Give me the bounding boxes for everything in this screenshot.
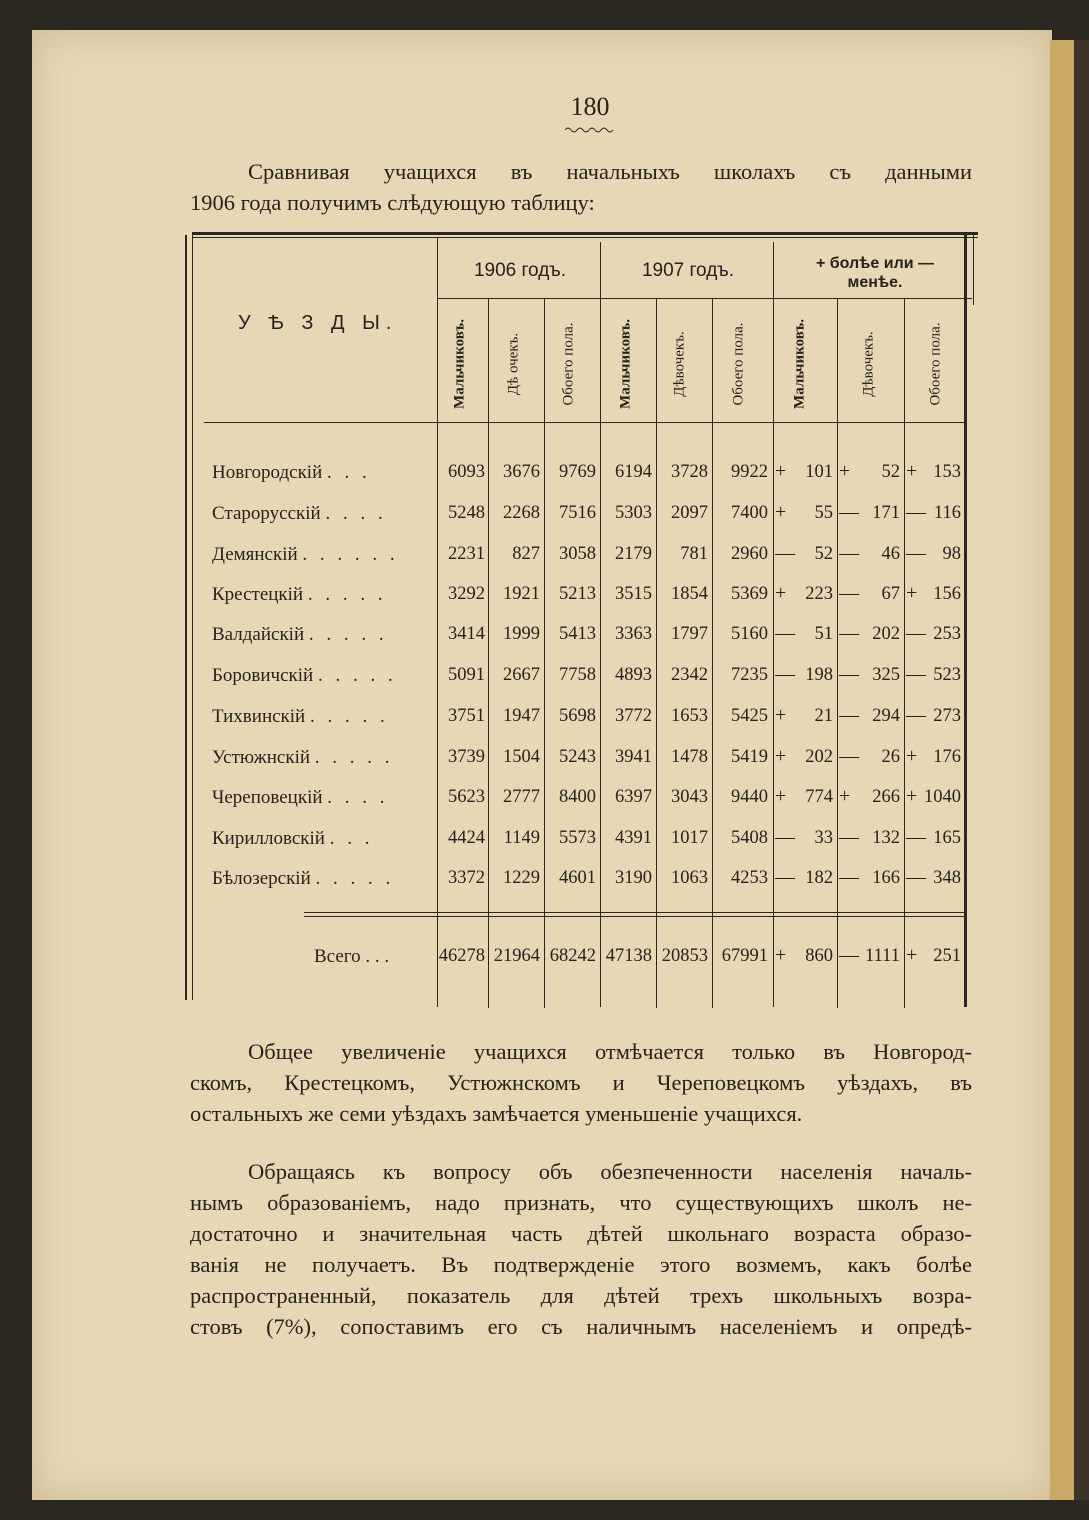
change-value: 26	[881, 747, 900, 767]
district-name: Демянскій	[212, 544, 298, 565]
table-cell: 5413	[559, 624, 596, 644]
change-sign: +	[775, 582, 787, 604]
page-number: 180	[570, 92, 610, 121]
text-line: нымъ образованіемъ, надо признать, что существующихъ школъ не-	[190, 1190, 972, 1215]
table-cell: 3751	[448, 706, 485, 726]
column-header-label: Дѣвочекъ.	[671, 331, 688, 397]
change-value: 774	[805, 787, 833, 807]
change-sign: —	[906, 622, 926, 644]
total-label: Всего . . .	[314, 946, 390, 967]
table-cell: 67991	[721, 946, 768, 966]
change-sign: —	[906, 866, 926, 888]
table-cell: 1229	[503, 868, 540, 888]
table-cell: 46278	[438, 946, 485, 966]
table-cell: 5419	[731, 747, 768, 767]
table-cell: 3676	[503, 462, 540, 482]
change-value: 202	[805, 747, 833, 767]
column-header	[670, 304, 690, 424]
change-sign: —	[839, 501, 859, 523]
table-cell: 5408	[731, 828, 768, 848]
text-line: Общее увеличеніе учащихся отмѣчается только въ Новгород-	[248, 1039, 972, 1064]
row-district-name	[212, 462, 427, 484]
change-sign: —	[839, 663, 859, 685]
table-cell: 1478	[671, 747, 708, 767]
change-sign: +	[906, 785, 918, 807]
table-cell: 3058	[559, 544, 596, 564]
text-line: 1906 года получимъ слѣдующую таблицу:	[190, 190, 595, 215]
row-district-name	[212, 584, 427, 606]
table-cell: 20853	[661, 946, 708, 966]
change-sign: +	[906, 745, 918, 767]
change-value: 198	[805, 665, 833, 685]
table-cell: 5425	[731, 706, 768, 726]
row-district-name	[212, 544, 427, 566]
table-cell: 2179	[615, 544, 652, 564]
table-cell: 5698	[559, 706, 596, 726]
change-value: 266	[872, 787, 900, 807]
leader-dots: . . . . .	[308, 624, 388, 645]
comparison-table	[184, 232, 976, 1007]
leader-dots: . . . . . .	[302, 544, 399, 565]
table-cell: 2342	[671, 665, 708, 685]
table-cell: 5243	[559, 747, 596, 767]
change-sign: +	[839, 460, 851, 482]
change-sign: —	[775, 826, 795, 848]
change-sign: +	[906, 944, 918, 966]
change-value: 55	[814, 503, 833, 523]
change-value: 165	[933, 828, 961, 848]
table-cell: 1797	[671, 624, 708, 644]
table-cell: 2097	[671, 503, 708, 523]
change-sign: —	[906, 826, 926, 848]
change-sign: —	[839, 944, 859, 966]
text-line: достаточно и значительная часть дѣтей школьнаго возраста образо-	[190, 1221, 972, 1246]
table-cell: 1653	[671, 706, 708, 726]
table-cell: 1504	[503, 747, 540, 767]
table-cell: 2960	[731, 544, 768, 564]
change-value: 182	[805, 868, 833, 888]
row-district-name	[212, 787, 427, 809]
change-sign: —	[839, 745, 859, 767]
district-name: Устюжнскій	[212, 747, 311, 768]
table-cell: 3372	[448, 868, 485, 888]
column-header	[450, 304, 470, 424]
change-value: 176	[933, 747, 961, 767]
table-cell: 3739	[448, 747, 485, 767]
change-sign: +	[839, 785, 851, 807]
leader-dots: . . . . .	[309, 706, 389, 727]
table-cell: 1149	[503, 828, 540, 848]
district-name: Валдайскій	[212, 624, 305, 645]
district-name: Череповецкій	[212, 787, 323, 808]
change-value: 251	[933, 946, 961, 966]
change-sign: —	[906, 501, 926, 523]
column-header-label: Мальчиковъ.	[791, 319, 808, 409]
change-sign: +	[906, 582, 918, 604]
change-value: 273	[933, 706, 961, 726]
table-cell: 7758	[559, 665, 596, 685]
leader-dots: . . . . .	[317, 665, 397, 686]
leader-dots: . . . . .	[307, 584, 387, 605]
change-sign: +	[775, 785, 787, 807]
table-cell: 21964	[493, 946, 540, 966]
change-sign: —	[839, 826, 859, 848]
table-cell: 6397	[615, 787, 652, 807]
change-sign: —	[775, 622, 795, 644]
change-value: 860	[805, 946, 833, 966]
column-header-label: Обоего пола.	[560, 322, 577, 406]
change-value: 21	[814, 706, 833, 726]
change-value: 101	[805, 462, 833, 482]
table-cell: 4424	[448, 828, 485, 848]
table-cell: 1947	[503, 706, 540, 726]
table-cell: 5369	[731, 584, 768, 604]
leader-dots: . . .	[329, 828, 374, 849]
change-sign: +	[775, 944, 787, 966]
change-value: 51	[814, 624, 833, 644]
district-name: Тихвинскій	[212, 706, 306, 727]
book-spine	[1074, 40, 1089, 1500]
change-value: 116	[933, 503, 961, 523]
change-value: 171	[872, 503, 900, 523]
change-value: 52	[881, 462, 900, 482]
leader-dots: . . . . .	[314, 747, 394, 768]
table-cell: 1921	[503, 584, 540, 604]
change-sign: +	[775, 745, 787, 767]
change-value: 253	[933, 624, 961, 644]
change-sign: —	[839, 622, 859, 644]
change-value: 153	[933, 462, 961, 482]
change-value: 1040	[924, 787, 961, 807]
district-name: Бѣлозерскій	[212, 868, 311, 889]
table-cell: 8400	[559, 787, 596, 807]
table-cell: 1063	[671, 868, 708, 888]
table-cell: 4253	[731, 868, 768, 888]
change-value: 33	[814, 828, 833, 848]
difference-header: + болѣе или — менѣе.	[815, 255, 935, 291]
table-cell: 5573	[559, 828, 596, 848]
row-district-name	[212, 624, 427, 646]
change-sign: —	[839, 866, 859, 888]
table-cell: 2777	[503, 787, 540, 807]
leader-dots: . . .	[327, 462, 371, 483]
table-cell: 5213	[559, 584, 596, 604]
table-cell: 5303	[615, 503, 652, 523]
row-district-name	[212, 503, 427, 525]
column-header	[504, 304, 524, 424]
change-sign: +	[775, 501, 787, 523]
table-cell: 9440	[731, 787, 768, 807]
district-name: Старорусскій	[212, 503, 321, 524]
change-sign: —	[906, 663, 926, 685]
table-cell: 3772	[615, 706, 652, 726]
text-line: распространенный, показатель для дѣтей трехъ школьныхъ возра-	[190, 1283, 972, 1308]
change-value: 46	[881, 544, 900, 564]
intro-paragraph	[190, 156, 972, 218]
change-value: 523	[933, 665, 961, 685]
column-header	[729, 304, 749, 424]
row-district-name	[212, 868, 427, 890]
table-cell: 6093	[448, 462, 485, 482]
change-value: 52	[814, 544, 833, 564]
column-header	[926, 304, 946, 424]
change-sign: +	[906, 460, 918, 482]
district-name: Кирилловскій	[212, 828, 325, 849]
table-cell: 3190	[615, 868, 652, 888]
table-cell: 6194	[615, 462, 652, 482]
text-line: остальныхъ же семи уѣздахъ замѣчается уменьшеніе учащихся.	[190, 1101, 803, 1126]
table-cell: 5248	[448, 503, 485, 523]
row-district-name	[212, 706, 427, 728]
column-header-label: Мальчиковъ.	[451, 319, 468, 409]
table-cell: 1999	[503, 624, 540, 644]
table-cell: 2667	[503, 665, 540, 685]
row-district-name	[212, 665, 427, 687]
table-cell: 5091	[448, 665, 485, 685]
table-cell: 4893	[615, 665, 652, 685]
table-cell: 1854	[671, 584, 708, 604]
text-line: ванія не получаетъ. Въ подтвержденіе этого возмемъ, какъ болѣе	[190, 1252, 972, 1277]
change-value: 156	[933, 584, 961, 604]
table-cell: 4601	[559, 868, 596, 888]
table-cell: 827	[512, 544, 540, 564]
leader-dots: . . . .	[327, 787, 389, 808]
paragraph-2	[190, 1156, 972, 1342]
change-sign: —	[906, 704, 926, 726]
change-sign: —	[775, 542, 795, 564]
table-cell: 3292	[448, 584, 485, 604]
page-edge	[1050, 40, 1074, 1500]
change-value: 325	[872, 665, 900, 685]
table-cell: 3363	[615, 624, 652, 644]
table-cell: 5623	[448, 787, 485, 807]
table-cell: 2268	[503, 503, 540, 523]
district-name: Боровичскій	[212, 665, 314, 686]
change-sign: +	[775, 460, 787, 482]
text-line: стовъ (7%), сопоставимъ его съ наличнымъ населеніемъ и опредѣ-	[190, 1314, 972, 1339]
change-sign: —	[906, 542, 926, 564]
column-header	[559, 304, 579, 424]
table-cell: 7400	[731, 503, 768, 523]
table-cell: 3043	[671, 787, 708, 807]
change-value: 348	[933, 868, 961, 888]
column-header	[616, 304, 636, 424]
table-cell: 9922	[731, 462, 768, 482]
change-value: 1111	[865, 946, 900, 966]
change-value: 98	[942, 544, 961, 564]
column-header	[790, 304, 810, 424]
change-value: 67	[881, 584, 900, 604]
change-sign: —	[775, 663, 795, 685]
change-value: 166	[872, 868, 900, 888]
year-1907-header: 1907 годъ.	[641, 260, 735, 281]
change-sign: —	[839, 704, 859, 726]
change-value: 132	[872, 828, 900, 848]
leader-dots: . . . . .	[315, 868, 395, 889]
table-cell: 3515	[615, 584, 652, 604]
district-name: Новгородскій	[212, 462, 323, 483]
change-sign: —	[839, 542, 859, 564]
column-header-label: Обоего пола.	[927, 322, 944, 406]
change-value: 294	[872, 706, 900, 726]
column-header-label: Дѣвочекъ.	[860, 331, 877, 397]
uezdy-header: У Ѣ З Д Ы.	[238, 312, 398, 334]
row-district-name	[212, 747, 427, 769]
column-header-label: Обоего пола.	[730, 322, 747, 406]
leader-dots: . . . .	[325, 503, 387, 524]
table-cell: 3414	[448, 624, 485, 644]
table-cell: 3728	[671, 462, 708, 482]
change-sign: +	[775, 704, 787, 726]
page-number-ornament	[565, 126, 615, 134]
change-sign: —	[839, 582, 859, 604]
table-cell: 1017	[671, 828, 708, 848]
text-line: Сравнивая учащихся въ начальныхъ школахъ съ данными	[248, 159, 972, 184]
row-district-name	[212, 828, 427, 850]
table-cell: 2231	[448, 544, 485, 564]
district-name: Крестецкій	[212, 584, 304, 605]
column-header-label: Мальчиковъ.	[617, 319, 634, 409]
table-cell: 7516	[559, 503, 596, 523]
year-1906-header: 1906 годъ.	[473, 260, 567, 281]
change-value: 202	[872, 624, 900, 644]
table-cell: 4391	[615, 828, 652, 848]
table-cell: 3941	[615, 747, 652, 767]
change-sign: —	[775, 866, 795, 888]
column-header	[859, 304, 879, 424]
text-line: скомъ, Крестецкомъ, Устюжнскомъ и Череповецкомъ уѣздахъ, въ	[190, 1070, 972, 1095]
table-cell: 7235	[731, 665, 768, 685]
table-cell: 5160	[731, 624, 768, 644]
table-cell: 9769	[559, 462, 596, 482]
column-header-label: Дѣ очекъ.	[505, 332, 522, 396]
change-value: 223	[805, 584, 833, 604]
text-line: Обращаясь къ вопросу объ обезпеченности населенія началь-	[248, 1159, 972, 1184]
table-cell: 781	[680, 544, 708, 564]
table-cell: 47138	[605, 946, 652, 966]
table-cell: 68242	[549, 946, 596, 966]
paragraph-1	[190, 1036, 972, 1129]
